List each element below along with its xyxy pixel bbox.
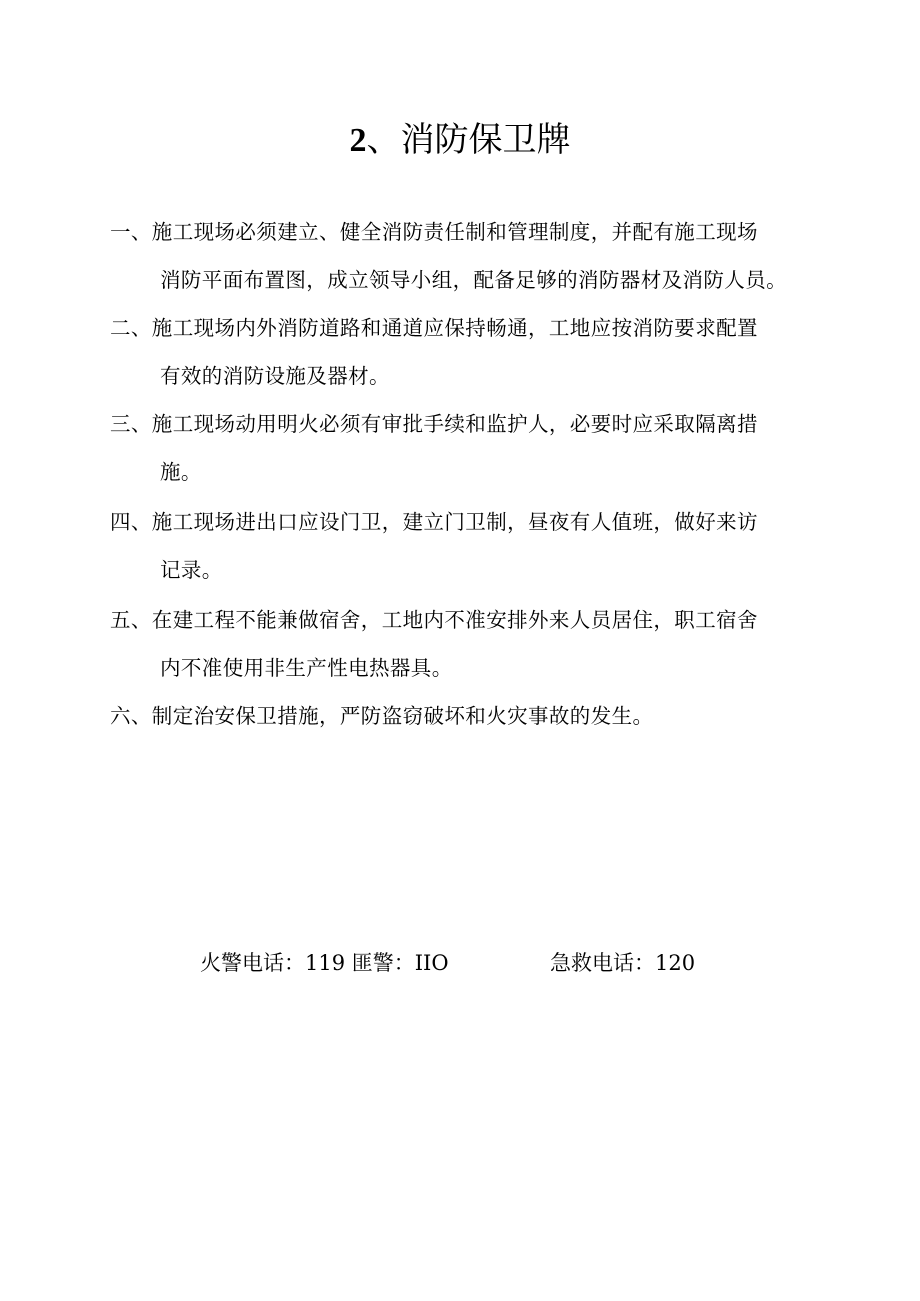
page-title bbox=[0, 115, 920, 166]
rule-line: 四、施工现场进出口应设门卫，建立门卫制，昼夜有人值班，做好来访 bbox=[110, 510, 758, 534]
rule-line: 有效的消防设施及器材。 bbox=[160, 364, 390, 388]
rule-line: 消防平面布置图，成立领导小组，配备足够的消防器材及消防人员。 bbox=[160, 268, 787, 292]
title-number: 2 bbox=[349, 122, 367, 159]
rule-line: 二、施工现场内外消防道路和通道应保持畅通，工地应按消防要求配置 bbox=[110, 316, 758, 340]
rule-line: 施。 bbox=[160, 460, 202, 484]
ambulance-phone: 急救电话：120 bbox=[550, 951, 696, 975]
title-text: 、消防保卫牌 bbox=[366, 120, 571, 160]
rule-line: 五、在建工程不能兼做宿舍，工地内不准安排外来人员居住，职工宿舍 bbox=[110, 608, 758, 632]
rule-line: 记录。 bbox=[160, 558, 223, 582]
rule-line: 内不准使用非生产性电热器具。 bbox=[160, 656, 453, 680]
rule-line: 三、施工现场动用明火必须有审批手续和监护人，必要时应采取隔离措 bbox=[110, 412, 758, 436]
fire-police-phone: 火警电话：119 匪警：IIO bbox=[200, 951, 449, 975]
rule-line: 一、施工现场必须建立、健全消防责任制和管理制度，并配有施工现场 bbox=[110, 220, 758, 244]
rule-line: 六、制定治安保卫措施，严防盗窃破坏和火灾事故的发生。 bbox=[110, 704, 654, 728]
